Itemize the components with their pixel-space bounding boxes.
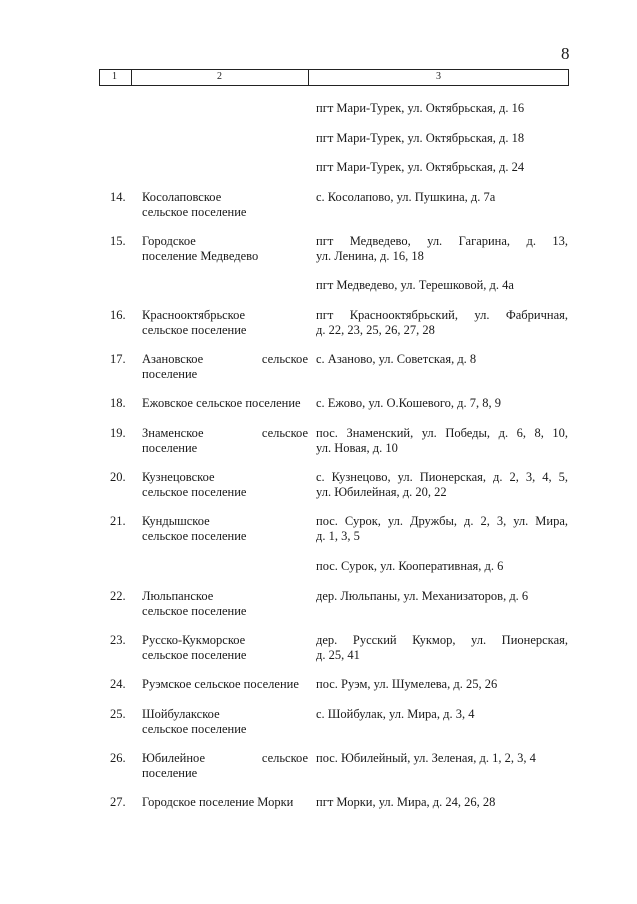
- settlement-name: [142, 426, 308, 456]
- column-divider: [568, 70, 569, 85]
- page-number: 8: [561, 44, 570, 63]
- address-line: с. Шойбулак, ул. Мира, д. 3, 4: [316, 707, 475, 721]
- address-line: ул. Ленина, д. 16, 18: [316, 249, 424, 263]
- address-line: д. 25, 41: [316, 648, 360, 662]
- address-line: пос. Руэм, ул. Шумелева, д. 25, 26: [316, 677, 498, 691]
- address-line: пос. Сурок, ул. Кооперативная, д. 6: [316, 559, 504, 573]
- row-number: 14.: [110, 190, 126, 204]
- row-number: 16.: [110, 308, 126, 322]
- address-line: пгт Мари-Турек, ул. Октябрьская, д. 18: [316, 131, 525, 145]
- settlement-name: [142, 589, 308, 619]
- header-col-3: 3: [436, 71, 441, 82]
- address-line: пгт Медведево, ул. Терешковой, д. 4а: [316, 278, 514, 292]
- row-number: 15.: [110, 234, 126, 248]
- settlement-name-line: Ежовское сельское поселение: [142, 396, 301, 410]
- settlement-name: [142, 190, 308, 220]
- address-line: д. 22, 23, 25, 26, 27, 28: [316, 323, 435, 337]
- settlement-name-line: поселение: [142, 441, 198, 455]
- column-divider: [131, 70, 132, 85]
- settlement-name-line: Знаменское сельское: [142, 426, 308, 440]
- address-line: с. Азаново, ул. Советская, д. 8: [316, 352, 477, 366]
- settlement-name-line: сельское поселение: [142, 604, 247, 618]
- settlement-name-line: Краснооктябрьское: [142, 308, 246, 322]
- settlement-name-line: Кузнецовское: [142, 470, 215, 484]
- address-line: с. Косолапово, ул. Пушкина, д. 7а: [316, 190, 496, 204]
- settlement-name-line: Кундышское: [142, 514, 210, 528]
- settlement-name-line: Косолаповское: [142, 190, 222, 204]
- row-number: 19.: [110, 426, 126, 440]
- settlement-name-line: Люльпанское: [142, 589, 214, 603]
- settlement-name-line: поселение Медведево: [142, 249, 259, 263]
- settlement-name: [142, 234, 308, 264]
- address: [316, 308, 568, 338]
- address: [316, 514, 568, 544]
- settlement-name-line: сельское поселение: [142, 722, 247, 736]
- address: [316, 101, 568, 116]
- settlement-name-line: сельское поселение: [142, 323, 247, 337]
- address-line: дер. Русский Кукмор, ул. Пионерская,: [316, 633, 568, 647]
- settlement-name: [142, 396, 308, 411]
- address: [316, 396, 568, 411]
- address-line: пгт Краснооктябрьский, ул. Фабричная,: [316, 308, 568, 322]
- settlement-name: [142, 352, 308, 382]
- column-divider: [99, 70, 100, 85]
- column-divider: [308, 70, 309, 85]
- row-number: 25.: [110, 707, 126, 721]
- address: [316, 131, 568, 146]
- settlement-name-line: сельское поселение: [142, 205, 247, 219]
- address: [316, 751, 568, 766]
- settlement-name: [142, 514, 308, 544]
- address-line: пос. Сурок, ул. Дружбы, д. 2, 3, ул. Мира,: [316, 514, 568, 528]
- address: [316, 234, 568, 264]
- row-number: 23.: [110, 633, 126, 647]
- row-number: 24.: [110, 677, 126, 691]
- address: [316, 160, 568, 175]
- settlement-name: [142, 308, 308, 338]
- address-line: ул. Юбилейная, д. 20, 22: [316, 485, 447, 499]
- settlement-name-line: Азановское сельское: [142, 352, 308, 366]
- settlement-name-line: сельское поселение: [142, 529, 247, 543]
- address-line: пгт Морки, ул. Мира, д. 24, 26, 28: [316, 795, 496, 809]
- settlement-name-line: сельское поселение: [142, 485, 247, 499]
- address-line: пос. Юбилейный, ул. Зеленая, д. 1, 2, 3, 4: [316, 751, 536, 765]
- row-number: 26.: [110, 751, 126, 765]
- settlement-name: [142, 633, 308, 663]
- row-number: 27.: [110, 795, 126, 809]
- settlement-name-line: Городское поселение Морки: [142, 795, 294, 809]
- address-line: дер. Люльпаны, ул. Механизаторов, д. 6: [316, 589, 529, 603]
- address-line: пгт Медведево, ул. Гагарина, д. 13,: [316, 234, 568, 248]
- address-line: пос. Знаменский, ул. Победы, д. 6, 8, 10,: [316, 426, 568, 440]
- address: [316, 426, 568, 456]
- address-line: с. Кузнецово, ул. Пионерская, д. 2, 3, 4, 5,: [316, 470, 568, 484]
- address-line: ул. Новая, д. 10: [316, 441, 398, 455]
- address: [316, 352, 568, 367]
- address: [316, 795, 568, 810]
- address-line: пгт Мари-Турек, ул. Октябрьская, д. 16: [316, 101, 525, 115]
- settlement-name: [142, 707, 308, 737]
- header-col-1: 1: [112, 71, 117, 82]
- table-header: [99, 69, 569, 86]
- address: [316, 589, 568, 604]
- settlement-name-line: Шойбулакское: [142, 707, 220, 721]
- address: [316, 470, 568, 500]
- row-number: 20.: [110, 470, 126, 484]
- settlement-name-line: поселение: [142, 766, 198, 780]
- settlement-name-line: Руэмское сельское поселение: [142, 677, 299, 691]
- address: [316, 278, 568, 293]
- address: [316, 559, 568, 574]
- settlement-name-line: Русско-Кукморское: [142, 633, 246, 647]
- address-line: с. Ежово, ул. О.Кошевого, д. 7, 8, 9: [316, 396, 502, 410]
- address-line: д. 1, 3, 5: [316, 529, 360, 543]
- row-number: 18.: [110, 396, 126, 410]
- settlement-name: [142, 795, 308, 810]
- settlement-name: [142, 470, 308, 500]
- settlement-name-line: сельское поселение: [142, 648, 247, 662]
- header-col-2: 2: [217, 71, 222, 82]
- address: [316, 677, 568, 692]
- settlement-name-line: Городское: [142, 234, 196, 248]
- settlement-name-line: поселение: [142, 367, 198, 381]
- settlement-name: [142, 677, 308, 692]
- address-line: пгт Мари-Турек, ул. Октябрьская, д. 24: [316, 160, 525, 174]
- settlement-name-line: Юбилейное сельское: [142, 751, 308, 765]
- row-number: 22.: [110, 589, 126, 603]
- address: [316, 190, 568, 205]
- settlement-name: [142, 751, 308, 781]
- address: [316, 633, 568, 663]
- row-number: 17.: [110, 352, 126, 366]
- address: [316, 707, 568, 722]
- row-number: 21.: [110, 514, 126, 528]
